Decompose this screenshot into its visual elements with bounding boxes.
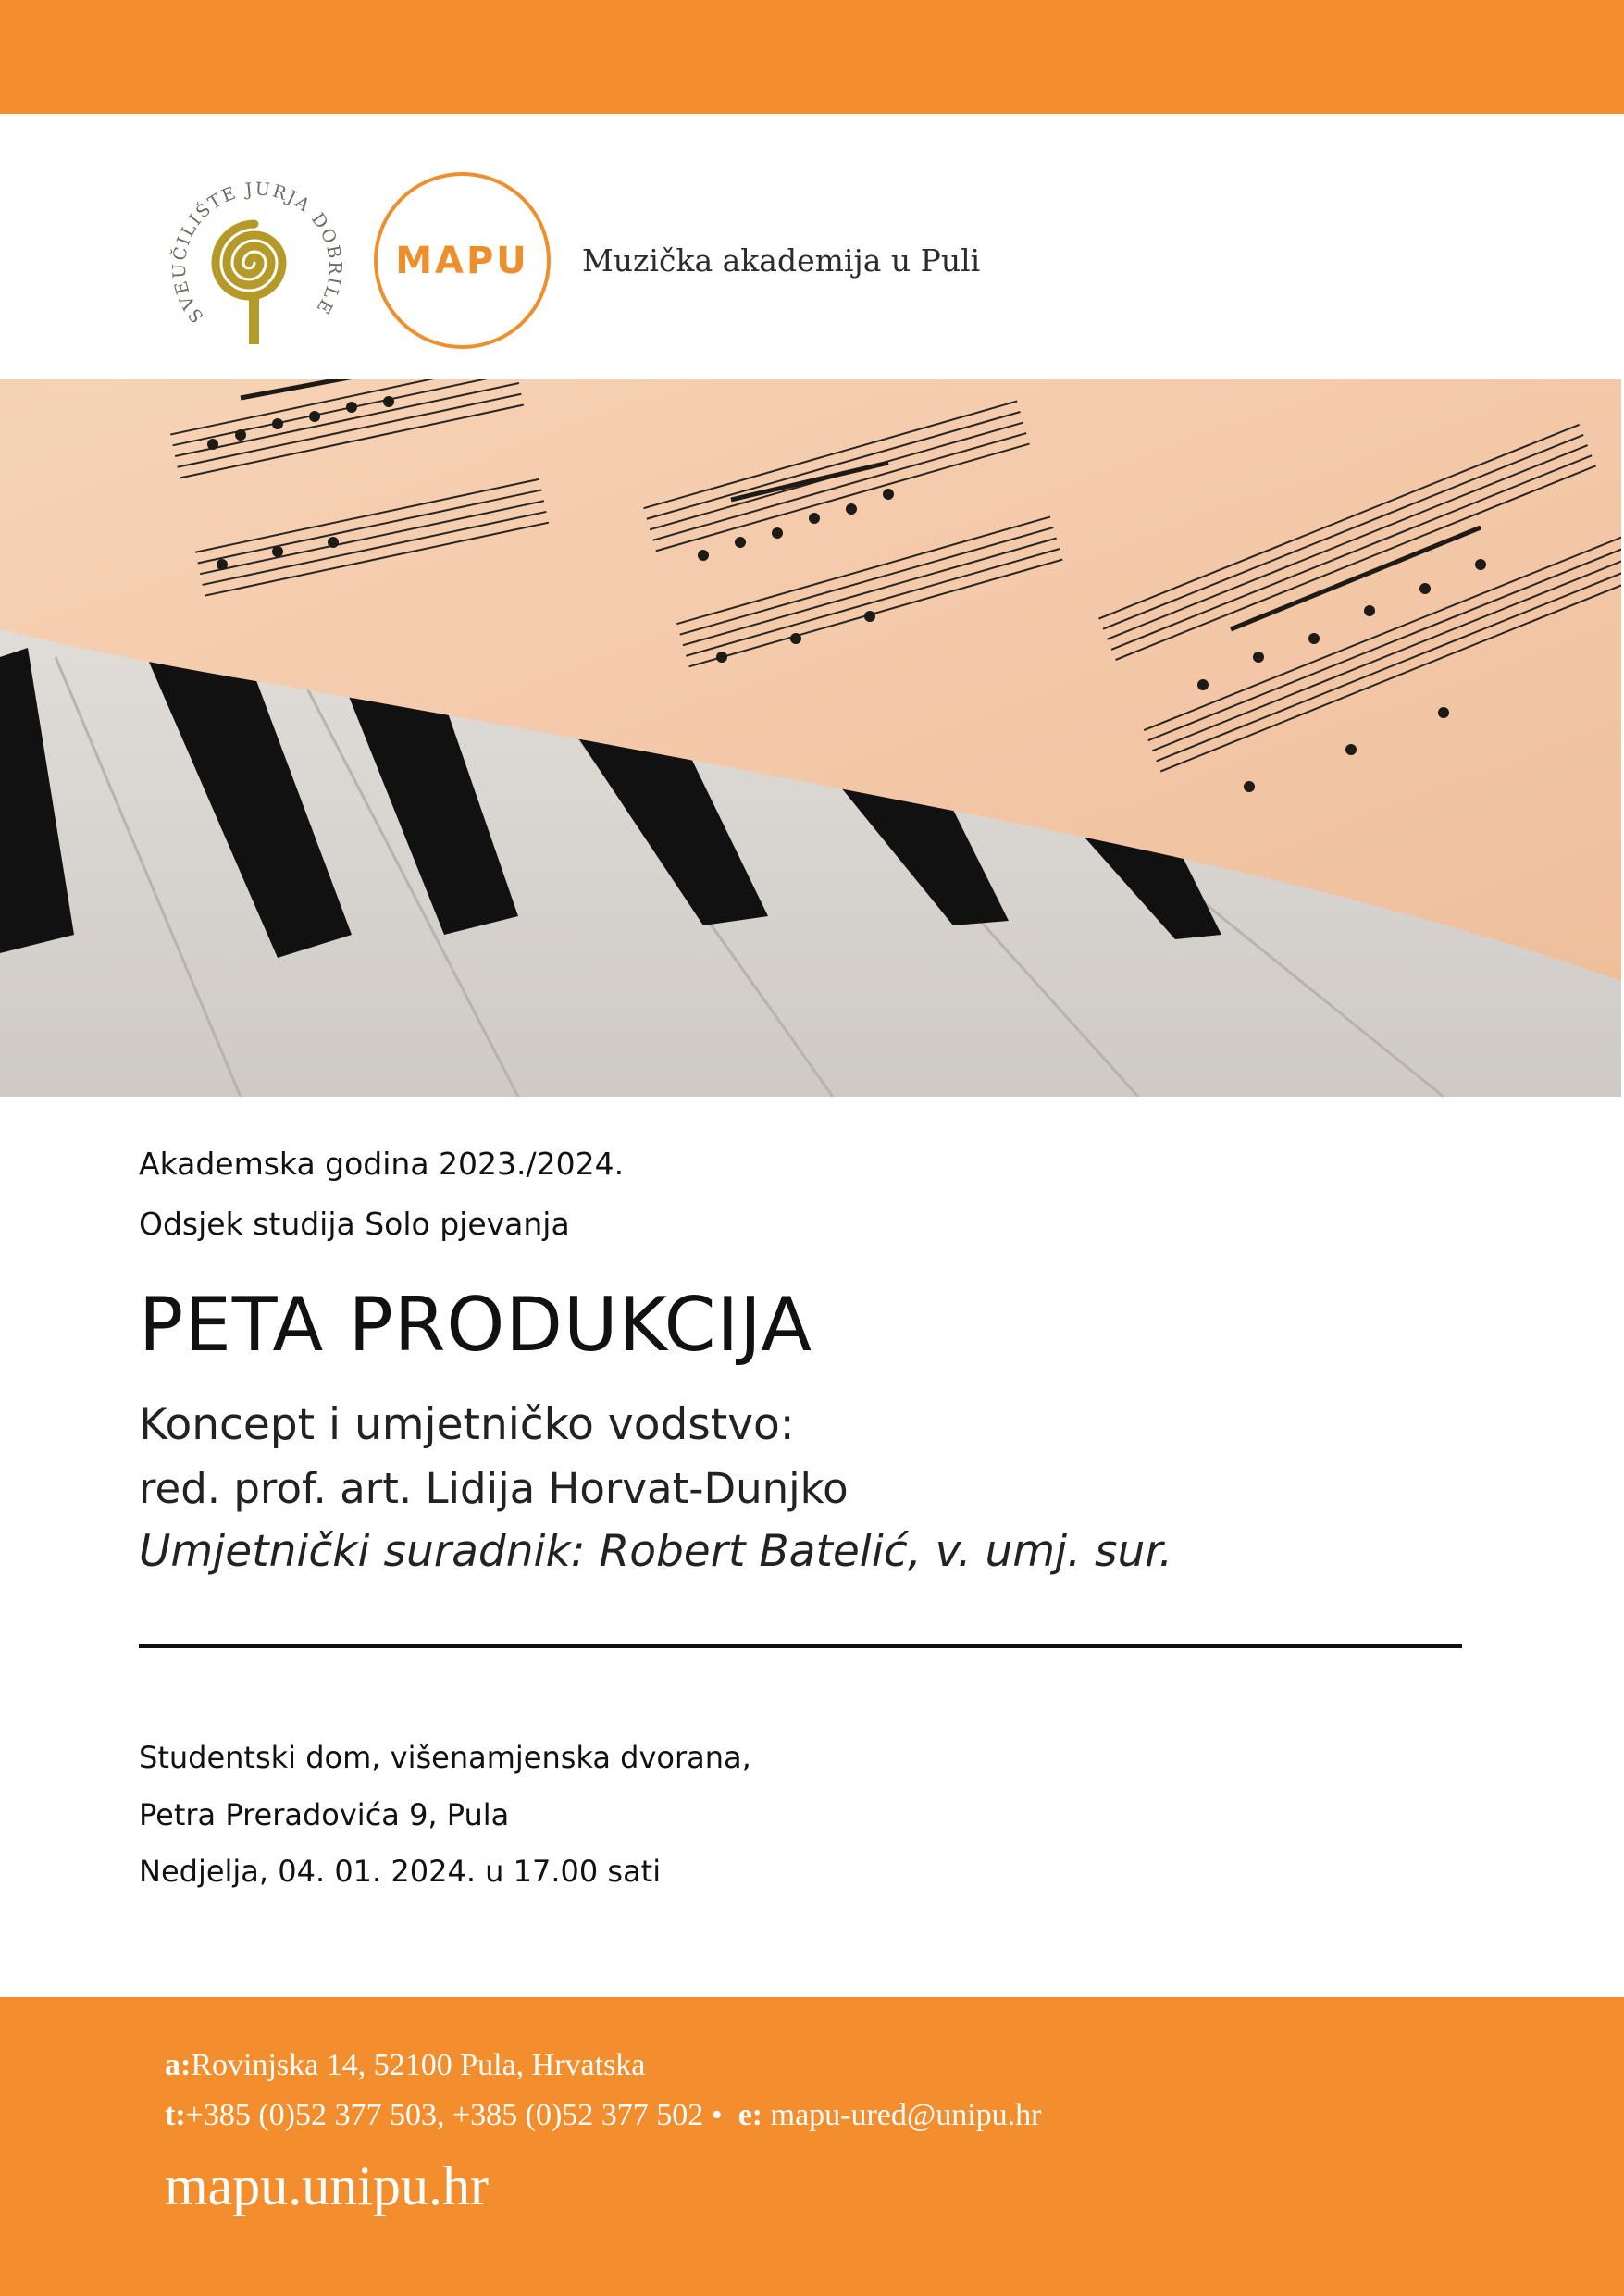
website-link[interactable]: mapu.unipu.hr [165, 2155, 489, 2216]
sheet-music-piano-photo [0, 379, 1621, 1097]
footer-contacts [165, 2098, 1041, 2133]
top-band [0, 0, 1624, 114]
address-value: Rovinjska 14, 52100 Pula, Hrvatska [191, 2048, 646, 2082]
divider-line [139, 1644, 1462, 1648]
mapu-logo-text: MAPU [395, 239, 529, 282]
footer-address [165, 2048, 645, 2083]
email-key: e: [738, 2098, 763, 2132]
email-link[interactable]: mapu-ured@unipu.hr [770, 2098, 1042, 2132]
artistic-leader: red. prof. art. Lidija Horvat-Dunjko [139, 1464, 849, 1513]
street-address: Petra Preradovića 9, Pula [139, 1797, 510, 1832]
department: Odsjek studija Solo pjevanja [139, 1206, 570, 1242]
institution-name: Muzička akademija u Puli [582, 242, 981, 279]
academic-year: Akademska godina 2023./2024. [139, 1146, 625, 1182]
phone-key: t: [165, 2098, 186, 2132]
venue: Studentski dom, višenamjenska dvorana, [139, 1740, 751, 1775]
address-key: a: [165, 2048, 192, 2082]
footer [0, 1997, 1624, 2296]
mapu-logo [374, 172, 551, 349]
concept-label: Koncept i umjetničko vodstvo: [139, 1399, 795, 1450]
artistic-collaborator: Umjetnički suradnik: Robert Batelić, v. umj. sur. [139, 1526, 1173, 1577]
event-datetime: Nedjelja, 04. 01. 2024. u 17.00 sati [139, 1854, 662, 1889]
event-title: PETA PRODUKCIJA [139, 1282, 813, 1368]
phone-value: +385 (0)52 377 503, +385 (0)52 377 502 • [185, 2098, 723, 2132]
seal-text: SVEUČILIŠTE JURJA DOBRILE [168, 179, 346, 327]
spiral-mark [216, 224, 282, 296]
university-seal-logo [153, 159, 356, 363]
